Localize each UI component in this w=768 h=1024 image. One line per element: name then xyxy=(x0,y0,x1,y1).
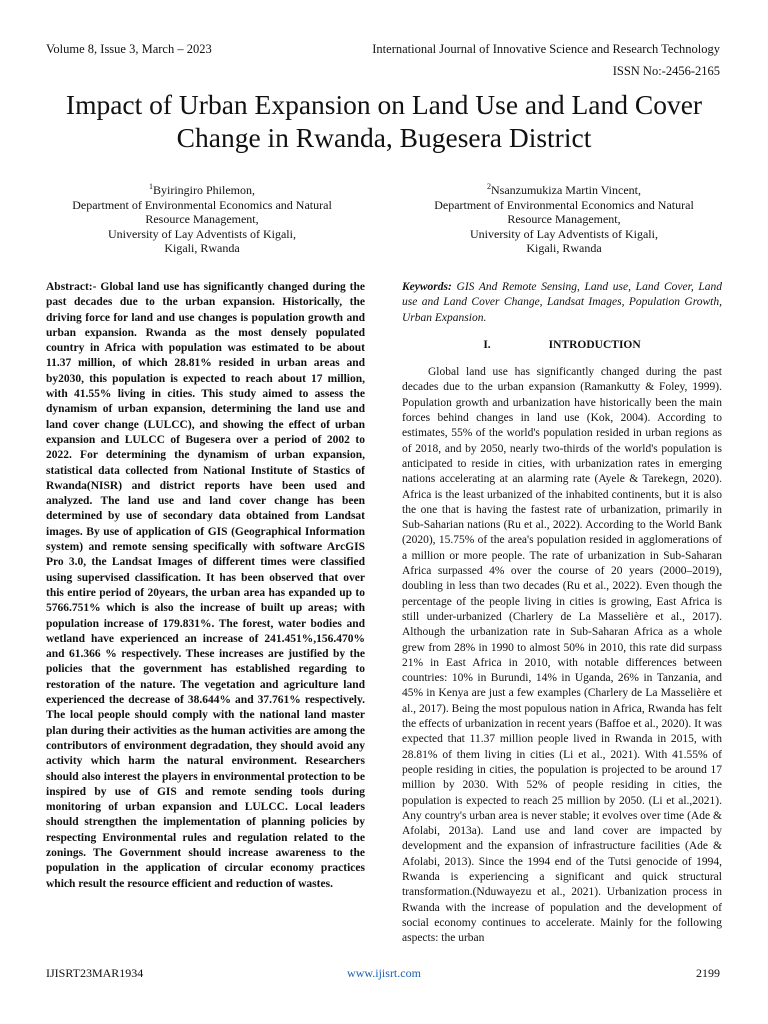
author-location: Kigali, Rwanda xyxy=(164,241,240,255)
journal-website-link[interactable]: www.ijisrt.com xyxy=(347,966,421,980)
volume-info: Volume 8, Issue 3, March – 2023 xyxy=(46,42,212,56)
author-name: $^2$Nsanzumukiza Martin Vincent, xyxy=(486,182,642,197)
author-block-1 xyxy=(52,180,352,256)
paper-title: Impact of Urban Expansion on Land Use and Land Cover Change in Rwanda, Bugesera District xyxy=(65,89,703,153)
section-heading: I. INTRODUCTION xyxy=(483,338,641,351)
right-column xyxy=(402,280,722,946)
author-university: University of Lay Adventists of Kigali, xyxy=(108,226,296,241)
author-university: University of Lay Adventists of Kigali, xyxy=(470,226,658,241)
journal-name: International Journal of Innovative Science and Research Technology xyxy=(372,42,720,56)
issn: ISSN No:-2456-2165 xyxy=(612,64,720,78)
keywords: Keywords: GIS And Remote Sensing, Land use, Land Cover, Land use and Land Cover Change, Landsat Images, Population Growth, Urban Expansion. xyxy=(402,281,723,324)
author-department: Department of Environmental Economics and Natural Resource Management, xyxy=(72,197,332,226)
paper-id: IJISRT23MAR1934 xyxy=(46,966,144,980)
author-department: Department of Environmental Economics and Natural Resource Management, xyxy=(434,197,694,226)
abstract: Abstract:- Global land use has significantly changed during the past decades due to the urban expansion. Historically, the driving force for land and use changes is population growth and urban expansion. Rwanda as the most densely populated country in Africa with population was estimated to be about 11.37 million, of which 28.81% resided in urban areas and by2030, this population is expected to reach about 17 million, with 41.55% living in cities. This study aimed to assess the dynamism of urban expansion, determining the land use and land cover change (LULCC), and showing the effect of urban expansion and LULCC of Bugesera over a period of 2002 to 2022. For determining the dynamism of urban expansion, statistical data collected from National Institute of Stastics of Rwanda(NISR) and district reports have been used and analyzed. The land use and land cover change has been determined by use of secondary data obtained from Landsat images. By use of application of GIS (Geographical Information system) and remote sensing specifically with software ArcGIS Pro 3.0, the Landsat Images of different times were classified using supervised classification. It has been observed that over this entire period of 20years, the urban area has expanded up to 5766.751% which is also the increase of built up areas; with population increase of 179.831%. The forest, water bodies and wetland have experienced an increase of 241.451%,156.470% and 61.366 % respectively. These increases are justified by the policies that the government has established regarding to restoration of the nature. The vegetation and agriculture land experienced the decrease of 38.644% and 37.761% respectively. The local people should comply with the national land master plan during their activities as the human activities are among the contributors of environment degradation, they should avoid any activity which harm the natural environment. Researchers should also interest the players in environmental protection to be inspired by use of GIS and remote sending tools during monitoring of urban expansion and LULCC. Local leaders should strengthen the implementation of planning policies by respecting Environmental rules and regulation related to the zonings. The Government should increase awareness to the population in the application of circular economy practices which result the resource efficient and reduction of wastes. xyxy=(46,281,365,890)
page-number: 2199 xyxy=(696,966,720,980)
author-name: $^1$Byiringiro Philemon, xyxy=(149,182,255,197)
left-column xyxy=(46,280,365,892)
author-block-2 xyxy=(414,180,714,256)
author-location: Kigali, Rwanda xyxy=(526,241,602,255)
introduction-text: Global land use has significantly changed during the past decades due to the urban expansion (Ramankutty & Foley, 1999). Population growth and urbanization have historically been the main forces behind changes in land use (Kok, 2004). According to estimates, 55% of the world's population resided in urban regions as of 2018, and by 2050, nearly two-thirds of the world's population is anticipated to reside in cities, with urbanization rates in emerging nations accelerating at an alarming rate (Ayele & Tarekegn, 2020). Africa is the least urbanized of the inhabited continents, but it is also the one that is having the fastest rate of urbanization, primarily in Sub-Saharian nations (Ru et al., 2022). According to the World Bank (2020), 15.75% of the area's population resided in agglomerations of a million or more people. The rate of urbanization in Sub-Saharan Africa surpassed 4% over the course of 20 years (2000–2019), doubling in less than two decades (Ru et al., 2022). Even though the percentage of the people living in cities is growing, East Africa is still under-urbanized (Charlery de La Masselière et al., 2017). Although the urbanization rate in Sub-Saharan Africa as a whole grew from 28% in 1990 to almost 50% in 2010, this rate did surpass 21% in East Africa in 2010, with notable differences between countries: 10% in Burundi, 14% in Uganda, 26% in Tanzania, and 45% in Kenya are just a few examples (Charlery de La Masselière et al., 2017). Being the most populous nation in Africa, Rwanda has felt the effects of urbanization in recent years (Baffoe et al., 2020). It was expected that 11.37 million people lived in Rwanda in 2015, with 28.81% of them living in cities (Li et al., 2021). With 41.55% of people residing in cities, the population is projected to be around 17 million by 2030. With 52% of people residing in cities, the population is expected to reach 25 million by 2050. (Li et al.,2021). Any country's urban area is never stable; it evolves over time (Ade & Afolabi, 2013a). Land use and land cover are impacted by development and the expansion of infrastructure facilities (Ade & Afolabi, 2013). Since the 1994 end of the Tutsi genocide of 1994, Rwanda is experiencing a significant and quick structural transformation.(Nduwayezu et al., 2021). Urbanization process in Rwanda with the increase of population and the development of social economy continues to accelerate. Mainly for the following aspects: the urban xyxy=(402,366,722,945)
